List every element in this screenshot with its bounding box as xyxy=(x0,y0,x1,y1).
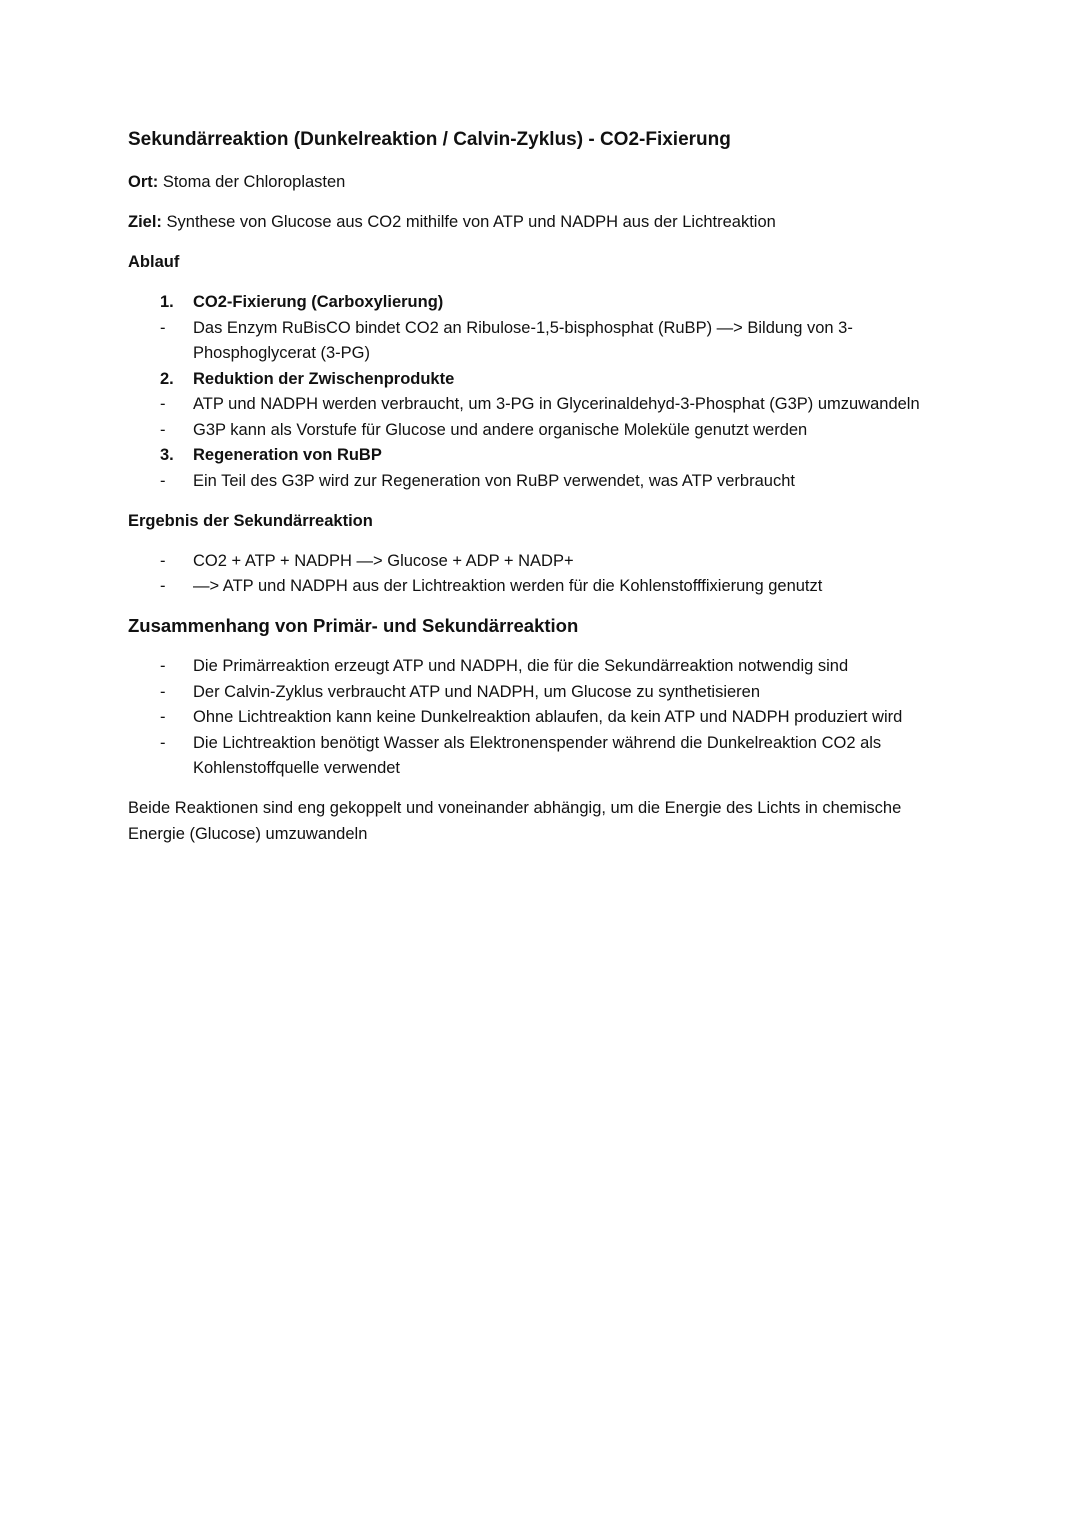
list-item-text: Ohne Lichtreaktion kann keine Dunkelreaktion ablaufen, da kein ATP und NADPH produziert wird xyxy=(193,708,903,726)
conclusion-paragraph: Beide Reaktionen sind eng gekoppelt und voneinander abhängig, um die Energie des Lichts in chemische Energie (Glucose) umzuwandeln xyxy=(128,799,902,843)
list-item-text: Ein Teil des G3P wird zur Regeneration von RuBP verwendet, was ATP verbraucht xyxy=(193,471,795,490)
list-item-text: G3P kann als Vorstufe für Glucose und andere organische Moleküle genutzt werden xyxy=(193,420,808,439)
list-item xyxy=(128,574,958,600)
bullet-dash: - xyxy=(160,577,166,595)
step-number: 2. xyxy=(160,369,174,388)
step-number: 3. xyxy=(160,446,174,464)
bullet-dash: - xyxy=(160,657,166,675)
list-item-text: Der Calvin-Zyklus verbraucht ATP und NADPH, um Glucose zu synthetisieren xyxy=(193,682,761,701)
list-item-text: Die Lichtreaktion benötigt Wasser als Elektronenspender während die Dunkelreaktion CO2 als Kohlenstoffquelle verwendet xyxy=(193,733,882,777)
list-item xyxy=(128,469,958,495)
bullet-dash: - xyxy=(160,708,166,726)
list-item xyxy=(128,731,958,782)
ziel-value: Synthese von Glucose aus CO2 mithilfe von ATP und NADPH aus der Lichtreaktion xyxy=(166,213,776,231)
list-item xyxy=(128,316,958,367)
step-1 xyxy=(128,290,958,316)
list-item xyxy=(128,654,958,680)
list-item-text: CO2 + ATP + NADPH —> Glucose + ADP + NADP+ xyxy=(193,551,574,570)
bullet-dash: - xyxy=(160,471,166,490)
list-item xyxy=(128,680,958,706)
zusammenhang-list xyxy=(128,654,958,782)
step-2 xyxy=(128,367,958,393)
ergebnis-heading: Ergebnis der Sekundärreaktion xyxy=(128,511,373,530)
list-item-text: Das Enzym RuBisCO bindet CO2 an Ribulose-1,5-bisphosphat (RuBP) —> Bildung von 3-Phosphoglycerat (3-PG) xyxy=(193,318,853,362)
bullet-dash: - xyxy=(160,395,166,413)
ort-line xyxy=(128,170,958,196)
bullet-dash: - xyxy=(160,318,166,337)
list-item-text: —> ATP und NADPH aus der Lichtreaktion werden für die Kohlenstofffixierung genutzt xyxy=(193,577,823,595)
bullet-dash: - xyxy=(160,420,166,439)
step-title: Regeneration von RuBP xyxy=(193,446,382,464)
list-item xyxy=(128,392,958,418)
page-title: Sekundärreaktion (Dunkelreaktion / Calvin-Zyklus) - CO2-Fixierung xyxy=(128,129,731,150)
list-item-text: Die Primärreaktion erzeugt ATP und NADPH, die für die Sekundärreaktion notwendig sind xyxy=(193,657,849,675)
list-item xyxy=(128,705,958,731)
list-item-text: ATP und NADPH werden verbraucht, um 3-PG in Glycerinaldehyd-3-Phosphat (G3P) umzuwandeln xyxy=(193,395,920,413)
ablauf-heading: Ablauf xyxy=(128,253,180,271)
bullet-dash: - xyxy=(160,551,166,570)
ort-value: Stoma der Chloroplasten xyxy=(162,173,346,191)
ziel-label: Ziel: xyxy=(128,213,162,231)
step-number: 1. xyxy=(160,293,174,311)
document-content xyxy=(128,126,958,847)
step-3 xyxy=(128,443,958,469)
bullet-dash: - xyxy=(160,682,166,701)
list-item xyxy=(128,418,958,444)
step-title: Reduktion der Zwischenprodukte xyxy=(193,369,455,388)
zusammenhang-heading: Zusammenhang von Primär- und Sekundärreaktion xyxy=(128,614,579,636)
bullet-dash: - xyxy=(160,733,166,752)
step-title: CO2-Fixierung (Carboxylierung) xyxy=(193,293,444,311)
ergebnis-list xyxy=(128,549,958,600)
ablauf-list xyxy=(128,290,958,494)
list-item xyxy=(128,549,958,575)
ziel-line xyxy=(128,210,958,236)
ort-label: Ort: xyxy=(128,173,159,191)
